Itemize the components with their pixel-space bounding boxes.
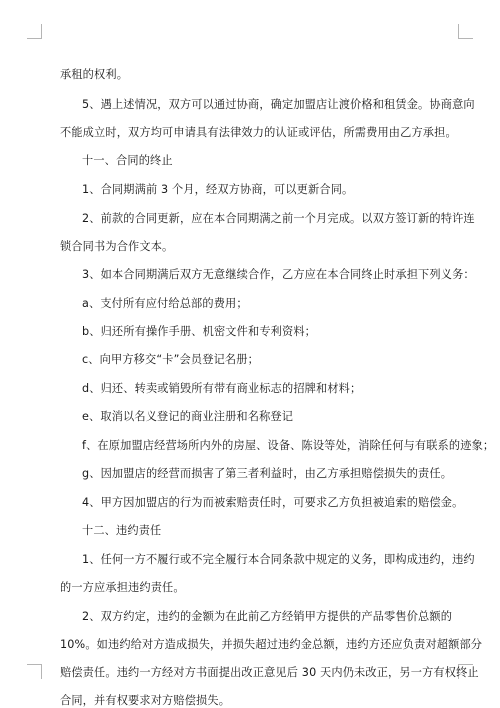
text-line: 4、甲方因加盟店的行为而被索赔责任时，可要求乙方负担被追索的赔偿金。 xyxy=(82,496,464,509)
text-line: 10%。如违约给对方造成损失，并损失超过违约金总额，违约方还应负责对超额部分 xyxy=(60,638,483,651)
section-heading: 十一、合同的终止 xyxy=(82,154,173,167)
list-item: d、归还、转卖或销毁所有带有商业标志的招牌和材料； xyxy=(82,382,362,395)
list-item: f、在原加盟店经营场所内外的房屋、设备、陈设等处，消除任何与有联系的迹象； xyxy=(82,439,495,452)
list-item: e、取消以名义登记的商业注册和名称登记 xyxy=(82,410,294,423)
text-line: 2、双方约定，违约的金额为在此前乙方经销甲方提供的产品零售价总额的 xyxy=(82,610,453,623)
page-corner-mark-top-left xyxy=(27,24,42,39)
list-item: g、因加盟店的经营而损害了第三者利益时，由乙方承担赔偿损失的责任。 xyxy=(82,467,453,480)
text-line: 合同，并有权要求对方赔偿损失。 xyxy=(60,694,231,707)
text-line: 3、如本合同期满后双方无意继续合作，乙方应在本合同终止时承担下列义务： xyxy=(82,268,475,281)
text-line: 5、遇上述情况，双方可以通过协商，确定加盟店让渡价格和租赁金。协商意向 xyxy=(82,98,475,111)
text-line: 的一方应承担违约责任。 xyxy=(60,581,185,594)
list-item: b、归还所有操作手册、机密文件和专利资料； xyxy=(82,325,317,338)
text-line: 1、合同期满前 3 个月，经双方协商，可以更新合同。 xyxy=(82,183,354,196)
text-line: 赔偿责任。违约一方经对方书面提出改正意见后 30 天内仍未改正，另一方有权终止 xyxy=(60,666,479,679)
page-corner-mark-bottom-left xyxy=(27,664,42,679)
page-corner-mark-top-right xyxy=(458,24,473,39)
text-line: 锁合同书为合作文本。 xyxy=(60,240,174,253)
text-line: 承租的权利。 xyxy=(60,68,129,81)
text-line: 1、任何一方不履行或不完全履行本合同条款中规定的义务，即构成违约，违约 xyxy=(82,553,475,566)
list-item: a、支付所有应付给总部的费用； xyxy=(82,297,248,310)
text-line: 2、前款的合同更新，应在本合同期满之前一个月完成。以双方签订新的特许连 xyxy=(82,212,475,225)
section-heading: 十二、违约责任 xyxy=(82,524,162,537)
list-item: c、向甲方移交“卡”会员登记名册； xyxy=(82,353,259,366)
text-line: 不能成立时，双方均可申请具有法律效力的认证或评估，所需费用由乙方承担。 xyxy=(60,126,457,139)
